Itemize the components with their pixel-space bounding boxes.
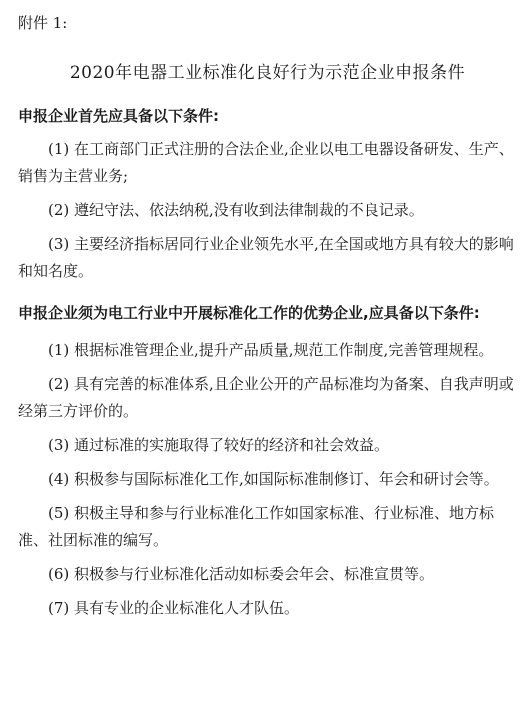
- list-item: (3) 通过标准的实施取得了较好的经济和社会效益。: [48, 436, 390, 454]
- list-item: (5) 积极主导和参与行业标准化工作如国家标准、行业标准、地方标准、社团标准的编写。: [18, 504, 495, 549]
- list-item: (4) 积极参与国际标准化工作,如国际标准制修订、年会和研讨会等。: [48, 470, 499, 488]
- list-item: (6) 积极参与行业标准化活动如标委会年会、标准宣贯等。: [48, 565, 435, 583]
- list-item: (1) 根据标准管理企业,提升产品质量,规范工作制度,完善管理规程。: [48, 341, 494, 359]
- section-heading: 申报企业首先应具备以下条件:: [18, 107, 219, 125]
- condition-list: [18, 136, 517, 285]
- attachment-label: 附件 1:: [18, 14, 68, 32]
- section-basic-conditions: [18, 106, 517, 285]
- document-title: 2020年电器工业标准化良好行为示范企业申报条件: [69, 63, 466, 83]
- list-item: (1) 在工商部门正式注册的合法企业,企业以电工电器设备研发、生产、销售为主营业务;: [18, 140, 514, 185]
- list-item: (7) 具有专业的企业标准化人才队伍。: [48, 599, 300, 617]
- list-item: (2) 具有完善的标准体系,且企业公开的产品标准均为备案、自我声明或经第三方评价的。: [18, 375, 514, 420]
- list-item: (3) 主要经济指标居同行业企业领先水平,在全国或地方具有较大的影响和知名度。: [18, 235, 514, 280]
- section-heading: 申报企业须为电工行业中开展标准化工作的优势企业,应具备以下条件:: [18, 304, 480, 322]
- section-standardization-conditions: [18, 303, 517, 622]
- list-item: (2) 遵纪守法、依法纳税,没有收到法律制裁的不良记录。: [48, 201, 424, 219]
- condition-list: [18, 337, 517, 622]
